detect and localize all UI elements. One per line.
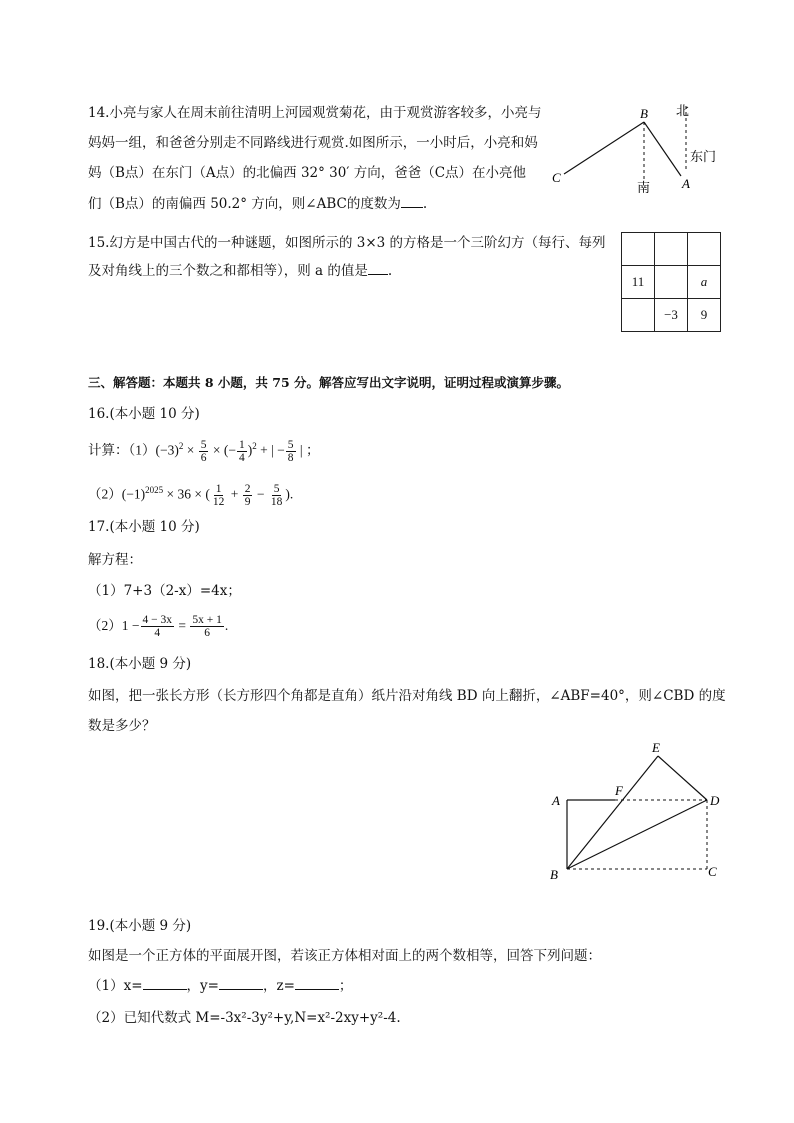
section-3-header: 三、解答题：本题共 8 小题，共 75 分。解答应写出文字说明，证明过程或演算步骤。 [88, 375, 570, 390]
magic-cell [655, 233, 688, 266]
segment-be [567, 756, 658, 869]
q16-frac [286, 439, 296, 464]
label-north: 北 [676, 103, 690, 118]
label-a: A [682, 176, 690, 191]
magic-cell [688, 233, 721, 266]
q15-line2-text: 及对角线上的三个数之和都相等），则 a 的值是 [88, 263, 368, 279]
magic-row [622, 266, 721, 299]
diagonal-bd [567, 800, 707, 869]
label-b: B [550, 867, 558, 882]
q16-part1 [88, 432, 319, 465]
z-answer-blank[interactable] [295, 977, 339, 990]
q14-answer-blank[interactable] [401, 195, 423, 208]
q16-frac [199, 439, 209, 464]
magic-cell [655, 266, 688, 299]
q16-p1-op: + | − [256, 442, 285, 458]
magic-cell: 9 [688, 299, 721, 332]
denominator: 18 [270, 495, 283, 508]
denominator: 6 [204, 627, 210, 640]
numerator: 5 [200, 438, 207, 451]
q16-p2-term: (−1) [121, 486, 146, 502]
q16-frac [237, 439, 247, 464]
q19-p1-x-label: （1）x= [88, 978, 143, 994]
q19-p1-end: ； [338, 978, 353, 994]
q17-title: 17.(本小题 10 分) [88, 519, 200, 535]
line-ba [644, 122, 681, 176]
q17-frac [141, 614, 175, 639]
q16-p2-op: × 36 × ( [163, 486, 210, 502]
q16-p1-op: × (− [209, 442, 236, 458]
denominator: 9 [244, 495, 251, 508]
magic-cell: 11 [622, 266, 655, 299]
numerator: 5 [287, 438, 294, 451]
q17-p2-label: （2）1 − [88, 618, 140, 633]
q19-part1 [88, 977, 352, 995]
label-b: B [640, 106, 648, 121]
q14-line1: 14.小亮与家人在周末前往清明上河园观赏菊花，由于观赏游客较多，小亮与 [88, 105, 542, 121]
x-answer-blank[interactable] [143, 977, 187, 990]
q16-p2-label: （2） [88, 486, 122, 502]
q16-p1-op: | ； [296, 442, 320, 458]
q17-part2 [88, 612, 228, 640]
denominator: 4 [154, 627, 161, 640]
q18-line2: 数是多少？ [88, 718, 156, 734]
q16-p1-exp: 2 [178, 441, 184, 451]
q15-line2-end: . [387, 263, 393, 279]
q17-p2-end: . [224, 618, 229, 633]
magic-square-grid [621, 232, 721, 332]
label-d: D [710, 793, 720, 808]
q15-line1: 15.幻方是中国古代的一种谜题，如图所示的 3×3 的方格是一个三阶幻方（每行、每列 [88, 235, 606, 251]
label-east-gate: 东门 [690, 149, 717, 164]
q16-p1-op: × [183, 442, 198, 458]
label-south: 南 [637, 180, 651, 195]
q16-p1-op: ) [247, 442, 253, 458]
q16-part2 [88, 476, 293, 509]
q16-p2-op: + [227, 486, 242, 502]
denominator: 12 [212, 495, 225, 508]
label-c: C [552, 170, 561, 185]
q15-answer-blank[interactable] [368, 262, 388, 275]
magic-row [622, 233, 721, 266]
numerator: 1 [215, 482, 222, 495]
denominator: 4 [238, 451, 245, 464]
y-answer-blank[interactable] [219, 977, 263, 990]
q17-frac [190, 614, 224, 639]
q16-frac [243, 483, 253, 508]
q16-p1-term: (−3) [155, 442, 179, 458]
q18-title: 18.(本小题 9 分) [88, 656, 192, 672]
q15-line2 [88, 262, 392, 280]
numerator: 5 [273, 482, 280, 495]
q17-intro: 解方程： [88, 552, 142, 568]
magic-cell [622, 299, 655, 332]
q19-line1: 如图是一个正方体的平面展开图，若该正方体相对面上的两个数相等，回答下列问题： [88, 948, 601, 964]
q16-p1-label: 计算：（1） [88, 442, 156, 458]
q19-p1-z-label: ，z= [262, 978, 295, 994]
numerator: 1 [238, 438, 245, 451]
numerator: 5x + 1 [192, 614, 222, 627]
numerator: 2 [244, 482, 251, 495]
q16-title: 16.(本小题 10 分) [88, 406, 200, 422]
denominator: 8 [287, 451, 294, 464]
label-e: E [652, 740, 660, 755]
magic-cell: −3 [655, 299, 688, 332]
numerator: 4 − 3x [142, 614, 172, 627]
q14-line4 [88, 195, 427, 213]
q16-p2-op: − [253, 486, 268, 502]
q18-folded-rectangle-figure [545, 738, 730, 888]
q19-title: 19.(本小题 9 分) [88, 918, 192, 934]
magic-cell: a [688, 266, 721, 299]
segment-ed [658, 756, 707, 800]
q14-line4-text: 们（B点）的南偏西 50.2° 方向，则∠ABC的度数为 [88, 196, 401, 212]
label-a: A [552, 793, 560, 808]
q14-line3: 妈（B点）在东门（A点）的北偏西 32° 30′ 方向，爸爸（C点）在小亮他 [88, 165, 527, 181]
magic-cell [622, 233, 655, 266]
q19-p1-y-label: ，y= [186, 978, 219, 994]
q17-part1: （1）7+3（2-x）=4x； [88, 583, 241, 599]
label-f: F [615, 783, 623, 798]
q19-part2: （2）已知代数式 M=-3x²-3y²+y,N=x²-2xy+y²-4. [88, 1010, 401, 1026]
q16-p2-op: ). [285, 486, 294, 502]
q16-p1-exp: 2 [252, 441, 257, 451]
q14-line2: 妈妈一组，和爸爸分别走不同路线进行观赏.如图所示，一小时后，小亮和妈 [88, 135, 538, 151]
q14-direction-figure [548, 98, 728, 198]
q16-p2-exp: 2025 [145, 485, 164, 495]
q16-frac [269, 483, 285, 508]
q18-line1: 如图，把一张长方形（长方形四个角都是直角）纸片沿对角线 BD 向上翻折，∠ABF=40°，则∠CBD 的度 [88, 688, 726, 704]
q17-p2-eq: = [175, 618, 190, 633]
q14-line4-end: . [422, 196, 428, 212]
denominator: 6 [200, 451, 207, 464]
line-bc [564, 122, 644, 174]
magic-row [622, 299, 721, 332]
q16-frac [211, 483, 227, 508]
label-c: C [708, 864, 717, 879]
